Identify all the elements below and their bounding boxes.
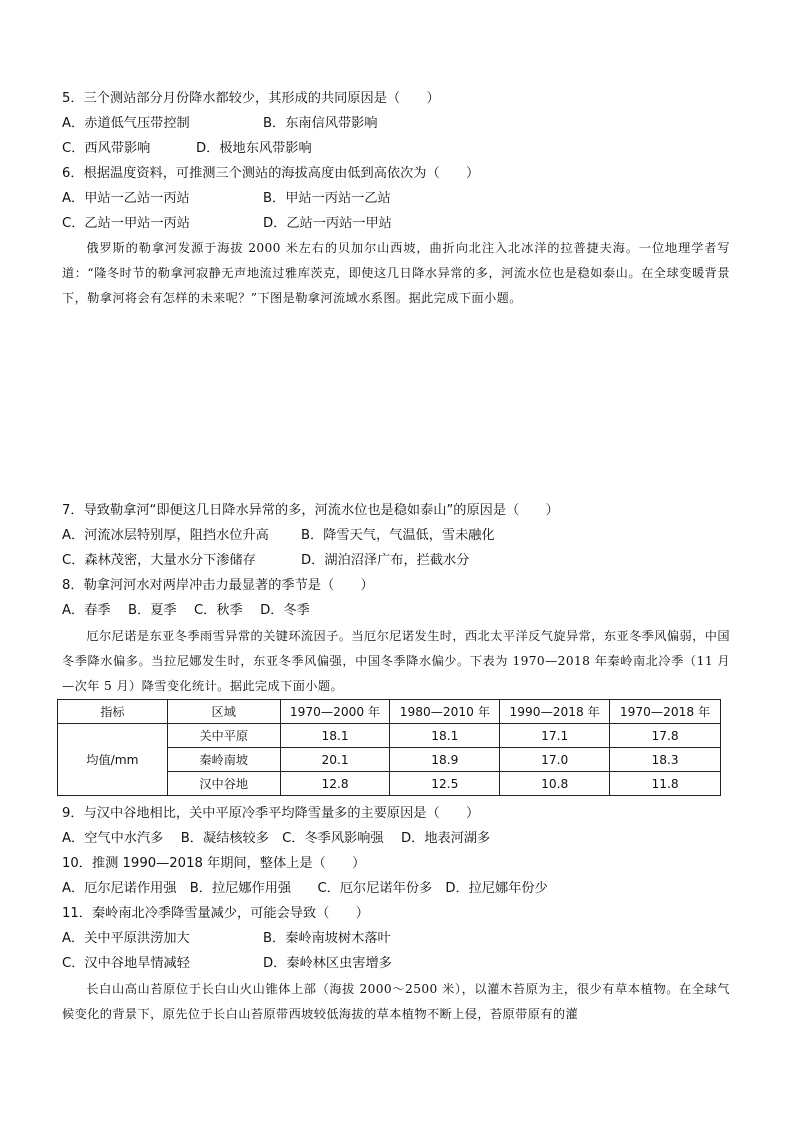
enso-passage-text: 厄尔尼诺是东亚冬季雨雪异常的关键环流因子。当厄尔尼诺发生时，西北太平洋反气旋异常，东亚冬季风偏弱，中国冬季降水偏多。当拉尼娜发生时，东亚冬季风偏强，中国冬季降水偏少。下表为 1970—2018 年秦岭南北冷季（11 月—次年 5 月）降雪变化统计。据此完成下面小题。 (62, 629, 730, 693)
table-cell: 17.8 (610, 724, 721, 748)
question-7-option-c: C．森林茂密，大量水分下渗储存 (62, 553, 256, 568)
table-cell: 18.3 (610, 748, 721, 772)
question-10-stem: 10．推测 1990—2018 年期间，整体上是（ ） (62, 856, 366, 871)
question-6-stem: 6．根据温度资料，可推测三个测站的海拔高度由低到高依次为（ ） (62, 166, 480, 181)
table-region-cell: 汉中谷地 (167, 772, 280, 796)
table-cell: 18.1 (280, 724, 390, 748)
lena-passage (62, 236, 730, 311)
table-header: 1970—2018 年 (610, 700, 721, 724)
question-7-option-d: D．湖泊沼泽广布，拦截水分 (301, 553, 470, 568)
question-9-options: A．空气中水汽多 B．凝结核较多 C．冬季风影响强 D．地表河湖多 (62, 831, 491, 846)
question-11-option-c: C．汉中谷地旱情减轻 (62, 956, 190, 971)
question-6-option-c: C．乙站一甲站一丙站 (62, 216, 190, 231)
table-region-cell: 关中平原 (167, 724, 280, 748)
question-7-option-a: A．河流冰层特别厚，阻挡水位升高 (62, 528, 269, 543)
question-7-stem: 7．导致勒拿河“即便这几日降水异常的多，河流水位也是稳如泰山”的原因是（ ） (62, 503, 559, 518)
table-cell: 11.8 (610, 772, 721, 796)
table-header: 1970—2000 年 (280, 700, 390, 724)
table-header-row (58, 700, 721, 724)
question-10-options: A．厄尔尼诺作用强 B．拉尼娜作用强 C．厄尔尼诺年份多 D．拉尼娜年份少 (62, 881, 548, 896)
table-cell: 12.5 (390, 772, 500, 796)
table-cell: 17.1 (500, 724, 610, 748)
changbai-passage (62, 977, 730, 1027)
table-header: 1980—2010 年 (390, 700, 500, 724)
question-5-option-b: B．东南信风带影响 (263, 116, 378, 131)
table-indicator-cell: 均值/mm (58, 724, 168, 796)
changbai-passage-text: 长白山高山苔原位于长白山火山锥体上部（海拔 2000～2500 米），以灌木苔原为主，很少有草本植物。在全球气候变化的背景下，原先位于长白山苔原带西坡较低海拔的草本植物不断上侵，苔原带原有的灌 (62, 982, 730, 1021)
question-8-stem: 8．勒拿河河水对两岸冲击力最显著的季节是（ ） (62, 578, 374, 593)
question-6-option-d: D．乙站一丙站一甲站 (263, 216, 392, 231)
table-row (58, 724, 721, 748)
table-cell: 18.9 (390, 748, 500, 772)
table-header: 1990—2018 年 (500, 700, 610, 724)
table-cell: 12.8 (280, 772, 390, 796)
question-8-options: A．春季 B．夏季 C．秋季 D．冬季 (62, 603, 310, 618)
question-9-stem: 9．与汉中谷地相比，关中平原冷季平均降雪量多的主要原因是（ ） (62, 806, 480, 821)
question-7-option-b: B．降雪天气，气温低，雪未融化 (301, 528, 495, 543)
lena-passage-text: 俄罗斯的勒拿河发源于海拔 2000 米左右的贝加尔山西坡，曲折向北注入北冰洋的拉普捷夫海。一位地理学者写道：“隆冬时节的勒拿河寂静无声地流过雅库茨克，即使这几日降水异常的多，河流水位也是稳如泰山。在全球变暖背景下，勒拿河将会有怎样的未来呢？”下图是勒拿河流域水系图。据此完成下面小题。 (62, 241, 730, 305)
snowfall-table (57, 699, 721, 796)
enso-passage (62, 624, 730, 699)
table-cell: 18.1 (390, 724, 500, 748)
question-11-option-b: B．秦岭南坡树木落叶 (263, 931, 391, 946)
question-11-stem: 11．秦岭南北冷季降雪量减少，可能会导致（ ） (62, 906, 369, 921)
table-cell: 20.1 (280, 748, 390, 772)
question-11-option-a: A．关中平原洪涝加大 (62, 931, 190, 946)
question-5-option-d: D．极地东风带影响 (196, 141, 312, 156)
table-cell: 10.8 (500, 772, 610, 796)
table-header: 指标 (58, 700, 168, 724)
question-6-option-b: B．甲站一丙站一乙站 (263, 191, 391, 206)
table-cell: 17.0 (500, 748, 610, 772)
question-5-option-c: C．西风带影响 (62, 141, 151, 156)
question-11-option-d: D．秦岭林区虫害增多 (263, 956, 392, 971)
table-header: 区域 (167, 700, 280, 724)
question-5-option-a: A．赤道低气压带控制 (62, 116, 190, 131)
question-6-option-a: A．甲站一乙站一丙站 (62, 191, 190, 206)
question-5-stem: 5．三个测站部分月份降水都较少，其形成的共同原因是（ ） (62, 91, 440, 106)
table-region-cell: 秦岭南坡 (167, 748, 280, 772)
